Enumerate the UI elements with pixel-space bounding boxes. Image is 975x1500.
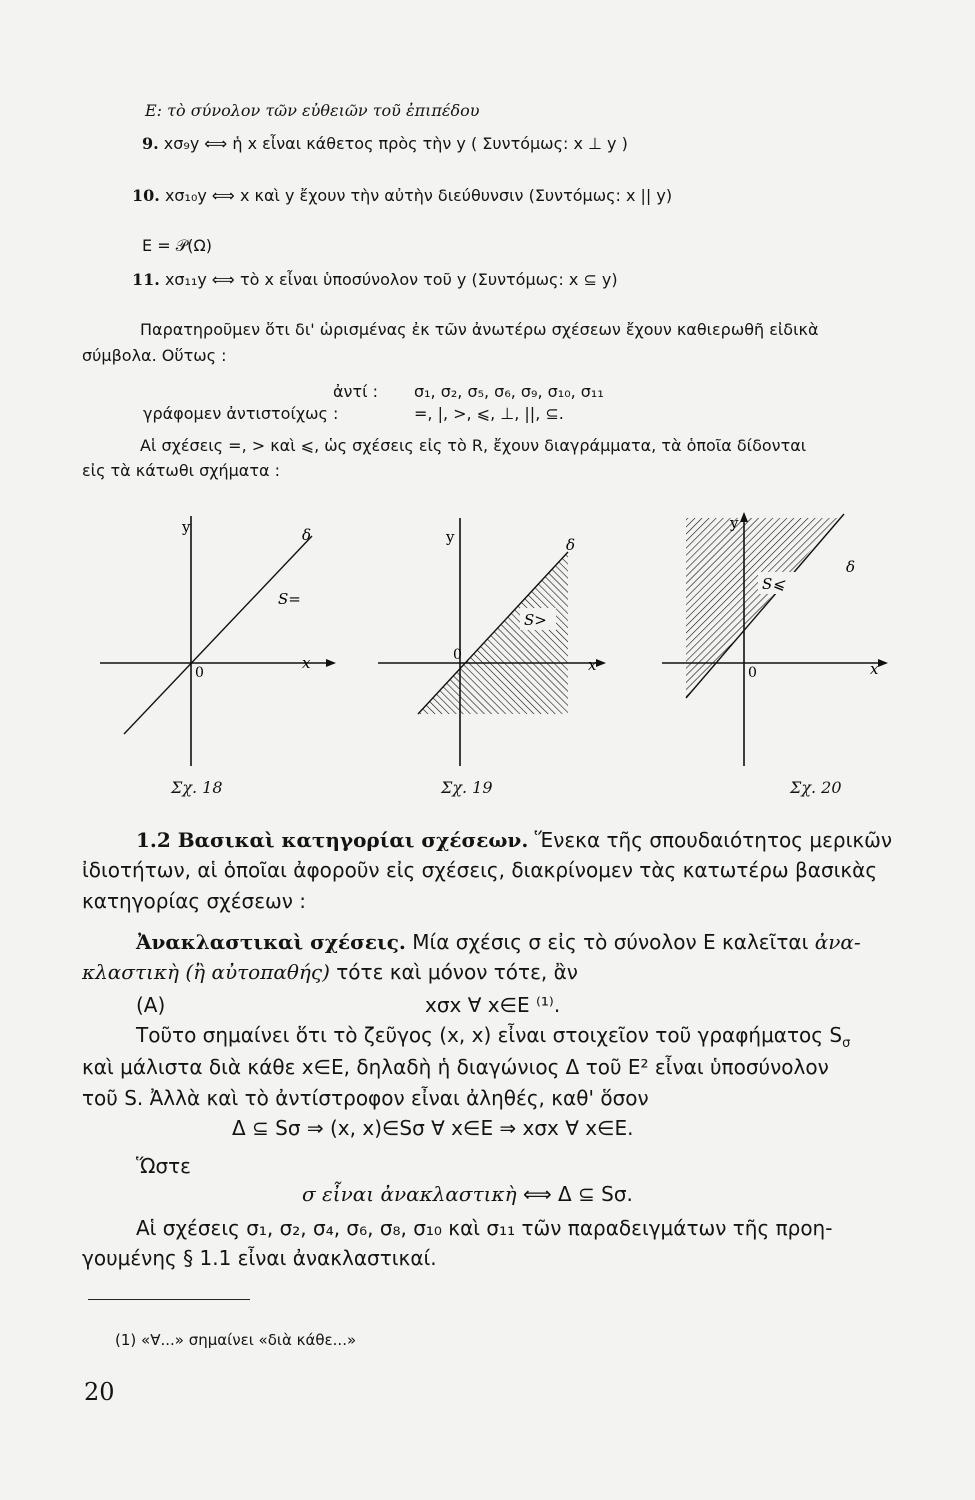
- y-axis-arrow: [740, 512, 748, 522]
- delta-label: δ: [566, 536, 576, 554]
- x-label: x: [302, 654, 311, 672]
- observation-line-1: Παρατηροῦμεν ὅτι δι' ὡρισμένας ἐκ τῶν ἀνωτέρω σχέσεων ἔχουν καθιερωθῆ εἰδικὰ: [140, 320, 819, 339]
- equation-a-label: (A): [136, 993, 166, 1017]
- figure-19: [370, 508, 610, 778]
- figure-19-diagram: [370, 508, 610, 778]
- paragraph-2-line-3: τοῦ S. Ἀλλὰ καὶ τὸ ἀντίστροφον εἶναι ἀληθές, καθ' ὅσον: [82, 1086, 649, 1110]
- delta-label: δ: [302, 526, 312, 544]
- reflexive-line-2: κλαστικὴ (ἢ αὐτοπαθής) τότε καὶ μόνον τότε, ἂν: [82, 960, 578, 984]
- instead-values: σ₁, σ₂, σ₅, σ₆, σ₉, σ₁₀, σ₁₁: [414, 382, 604, 401]
- paragraph-3-line-2: γουμένης § 1.1 εἶναι ἀνακλαστικαί.: [82, 1246, 437, 1270]
- relation-11: 11. xσ₁₁y ⟺ τὸ x εἶναι ὑποσύνολον τοῦ y (Συντόμως: x ⊆ y): [132, 270, 618, 289]
- section-intro-line-2: ἰδιοτήτων, αἱ ὁποῖαι ἀφοροῦν εἰς σχέσεις, διακρίνομεν τὰς κατωτέρω βασικὰς: [82, 858, 878, 882]
- reflexive-line-1: Ἀνακλαστικαὶ σχέσεις. Μία σχέσις σ εἰς τὸ σύνολον E καλεῖται ἀνα-: [136, 930, 861, 954]
- figure-18: [90, 508, 340, 778]
- relations-line-2: εἰς τὰ κάτωθι σχήματα :: [82, 461, 281, 480]
- origin-label: 0: [453, 647, 462, 663]
- x-axis-arrow: [326, 659, 336, 667]
- power-set-definition: E = 𝒫(Ω): [142, 236, 212, 255]
- write-label: γράφομεν ἀντιστοίχως :: [143, 404, 339, 423]
- x-axis-arrow: [878, 659, 888, 667]
- equation-c: σ εἶναι ἀνακλαστικὴ ⟺ Δ ⊆ Sσ.: [302, 1182, 633, 1206]
- paragraph-2-line-1: Τοῦτο σημαίνει ὅτι τὸ ζεῦγος (x, x) εἶναι στοιχεῖον τοῦ γραφήματος $S_\sigma$: [136, 1023, 851, 1051]
- x-label: x: [870, 660, 879, 678]
- footnote: (1) «∀...» σημαίνει «διὰ κάθε...»: [115, 1331, 357, 1349]
- delta-label: δ: [846, 558, 856, 576]
- figure-18-caption: Σχ. 18: [171, 778, 223, 797]
- section-heading: 1.2 Βασικαὶ κατηγορίαι σχέσεων.: [136, 828, 529, 852]
- relations-line-1: Αἱ σχέσεις =, > καὶ ⩽, ὡς σχέσεις εἰς τὸ R, ἔχουν διαγράμματα, τὰ ὁποῖα δίδονται: [140, 436, 807, 455]
- section-intro-line-3: κατηγορίας σχέσεων :: [82, 889, 307, 913]
- graph-label: S>: [524, 611, 547, 629]
- diagonal-line: [124, 536, 312, 734]
- paragraph-2-line-2: καὶ μάλιστα διὰ κάθε x∈E, δηλαδὴ ἡ διαγώνιος Δ τοῦ E² εἶναι ὑποσύνολον: [82, 1055, 829, 1079]
- graph-label: S=: [278, 590, 301, 608]
- figure-18-diagram: [90, 508, 340, 778]
- figure-20-diagram: [648, 508, 898, 778]
- footnote-rule: [88, 1299, 250, 1300]
- y-label: y: [182, 518, 191, 536]
- figure-20: [648, 508, 898, 778]
- origin-label: 0: [748, 665, 757, 681]
- set-definition: E: τὸ σύνολον τῶν εὐθειῶν τοῦ ἐπιπέδου: [145, 101, 480, 120]
- x-axis-arrow: [596, 659, 606, 667]
- origin-label: 0: [195, 665, 204, 681]
- figure-19-caption: Σχ. 19: [441, 778, 493, 797]
- relation-10: 10. xσ₁₀y ⟺ x καὶ y ἔχουν τὴν αὐτὴν διεύθυνσιν (Συντόμως: x || y): [132, 186, 673, 205]
- figure-20-caption: Σχ. 20: [790, 778, 842, 797]
- write-values: =, |, >, ⩽, ⊥, ||, ⊆.: [414, 404, 564, 423]
- section-intro-line-1: 1.2 Βασικαὶ κατηγορίαι σχέσεων. Ἕνεκα τῆς σπουδαιότητος μερικῶν: [136, 828, 893, 852]
- paragraph-3-line-1: Αἱ σχέσεις σ₁, σ₂, σ₄, σ₆, σ₈, σ₁₀ καὶ σ₁₁ τῶν παραδειγμάτων τῆς προη-: [136, 1216, 833, 1240]
- y-label: y: [446, 528, 455, 546]
- observation-line-2: σύμβολα. Οὕτως :: [82, 346, 227, 365]
- equation-a: xσx ∀ x∈E ⁽¹⁾.: [425, 993, 561, 1017]
- reflexive-heading: Ἀνακλαστικαὶ σχέσεις.: [136, 930, 406, 954]
- graph-label: S⩽: [762, 575, 785, 593]
- x-label: x: [588, 656, 597, 674]
- therefore-word: Ὥστε: [136, 1154, 191, 1178]
- y-label: y: [730, 514, 739, 532]
- equation-b: Δ ⊆ Sσ ⇒ (x, x)∈Sσ ∀ x∈E ⇒ xσx ∀ x∈E.: [232, 1116, 634, 1140]
- relation-9: 9. xσ₉y ⟺ ἡ x εἶναι κάθετος πρὸς τὴν y ( Συντόμως: x ⊥ y ): [142, 134, 628, 153]
- instead-label: ἀντί :: [333, 382, 379, 401]
- page-number: 20: [84, 1378, 115, 1406]
